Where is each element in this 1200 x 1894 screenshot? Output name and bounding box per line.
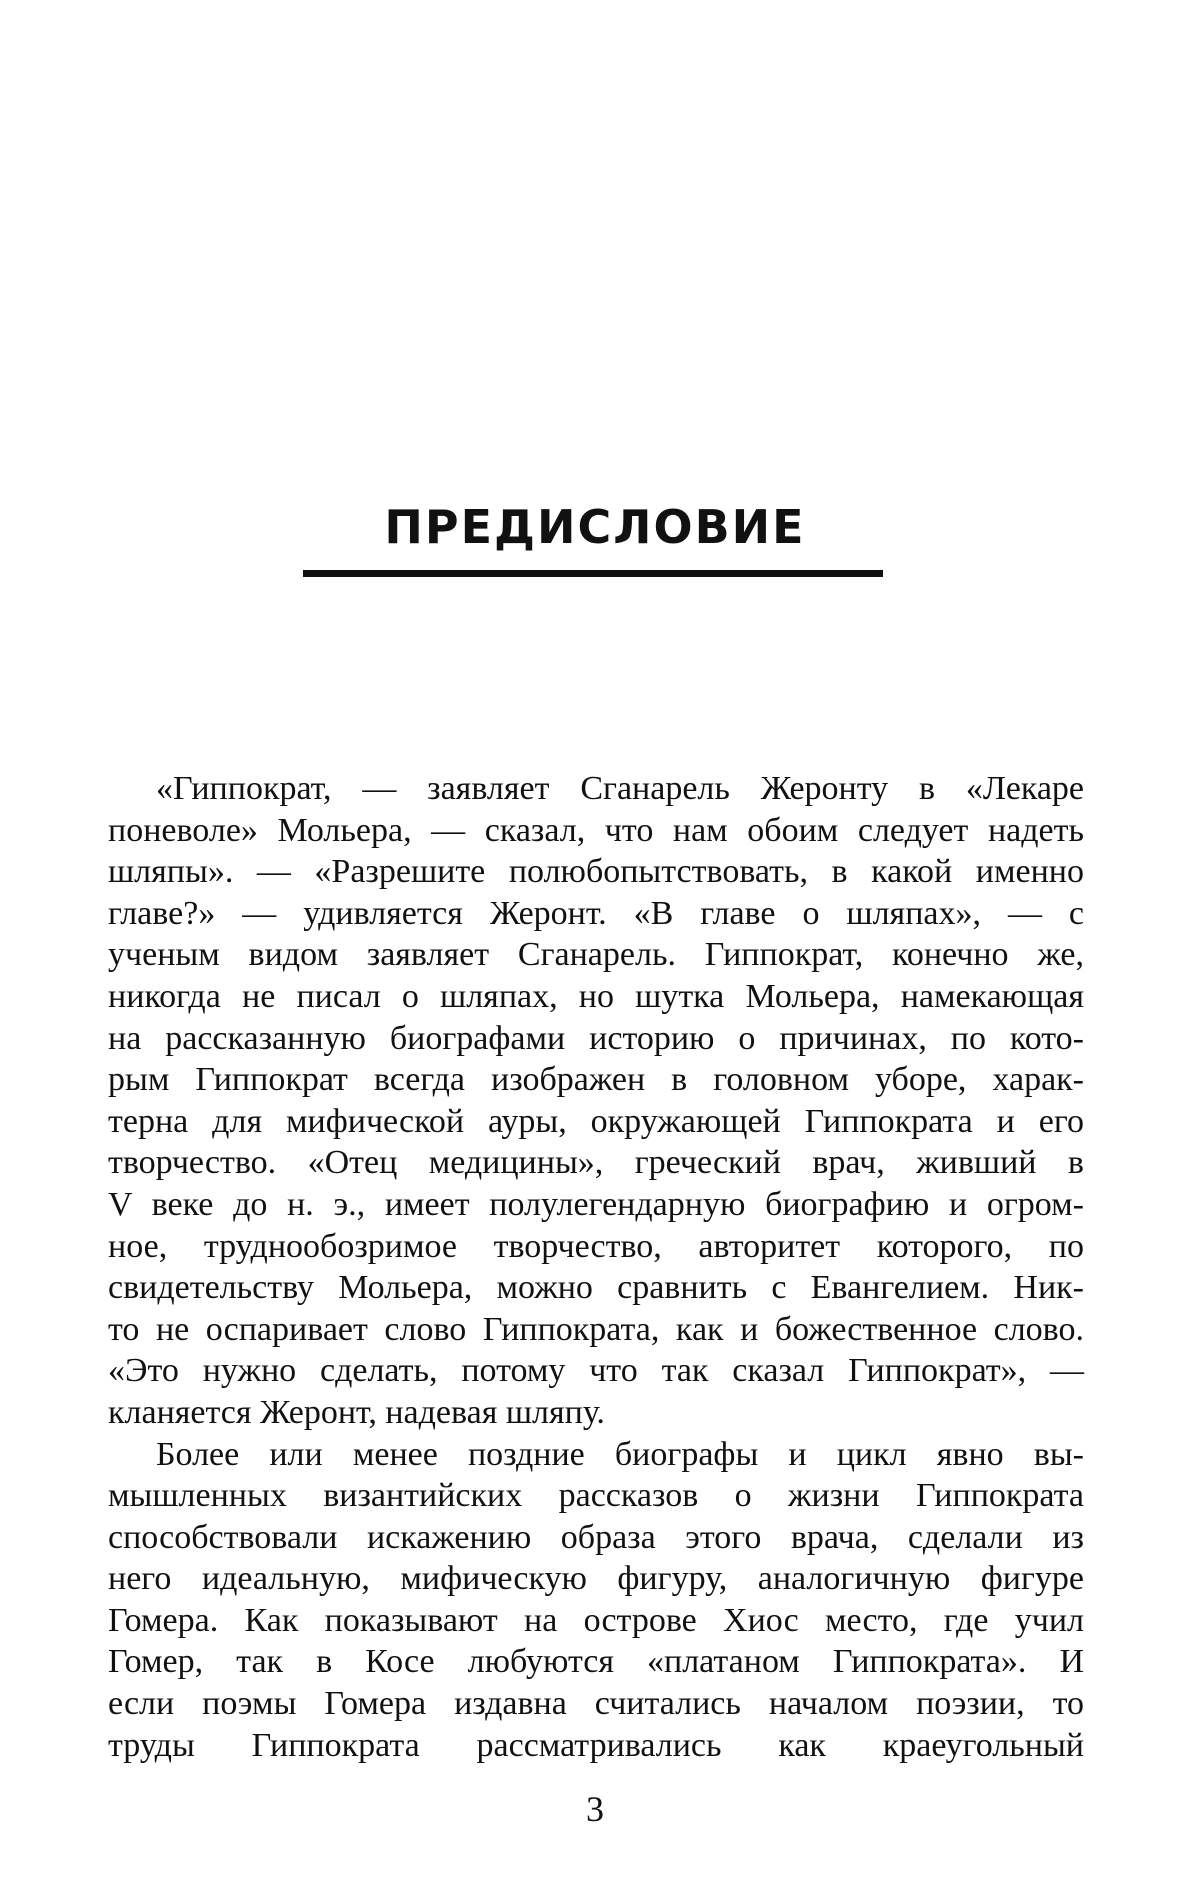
text-line: труды Гиппократа рассматривались как краеугольный	[108, 1726, 1084, 1764]
text-line: главе?» — удивляется Жеронт. «В главе о шляпах», — с	[108, 894, 1084, 932]
text-line: способствовали искажению образа этого врача, сделали из	[108, 1518, 1084, 1556]
text-line: ученым видом заявляет Сганарель. Гиппократ, конечно же,	[108, 936, 1084, 974]
text-line: Гомер, так в Косе любуются «платаном Гиппократа». И	[108, 1643, 1084, 1681]
text-line: рым Гиппократ всегда изображен в головном уборе, харак-	[108, 1061, 1084, 1099]
text-line: поневоле» Мольера, — сказал, что нам обоим следует надеть	[108, 811, 1084, 849]
text-line: «Гиппократ, — заявляет Сганарель Жеронту в «Лекаре	[156, 770, 1084, 807]
text-line: V веке до н. э., имеет полулегендарную биографию и огром-	[108, 1185, 1084, 1223]
title-underline-rule	[303, 570, 883, 577]
chapter-title: ПРЕДИСЛОВИЕ	[384, 500, 806, 554]
text-line: ное, труднообозримое творчество, авторитет которого, по	[108, 1227, 1084, 1265]
text-line: если поэмы Гомера издавна считались началом поэзии, то	[108, 1685, 1084, 1723]
text-line: мышленных византийских рассказов о жизни Гиппократа	[108, 1477, 1084, 1515]
body-text	[108, 768, 1084, 1766]
page-number: 3	[586, 1789, 604, 1829]
text-line: никогда не писал о шляпах, но шутка Мольера, намекающая	[108, 977, 1084, 1015]
text-line: свидетельству Мольера, можно сравнить с Евангелием. Ник-	[108, 1269, 1084, 1307]
text-line: него идеальную, мифическую фигуру, аналогичную фигуре	[108, 1560, 1084, 1598]
text-line: терна для мифической ауры, окружающей Гиппократа и его	[108, 1102, 1084, 1140]
text-line: «Это нужно сделать, потому что так сказал Гиппократ», —	[108, 1352, 1084, 1390]
paragraph-2	[108, 1434, 1084, 1767]
text-line: то не оспаривает слово Гиппократа, как и божественное слово.	[108, 1310, 1084, 1348]
text-line: кланяется Жеронт, надевая шляпу.	[108, 1393, 605, 1431]
text-line: Гомера. Как показывают на острове Хиос место, где учил	[108, 1601, 1084, 1639]
paragraph-1	[108, 768, 1084, 1434]
text-line: шляпы». — «Разрешите полюбопытствовать, в какой именно	[108, 853, 1084, 891]
text-line: на рассказанную биографами историю о причинах, по кото-	[108, 1019, 1084, 1057]
text-line: Более или менее поздние биографы и цикл явно вы-	[156, 1435, 1084, 1473]
text-line: творчество. «Отец медицины», греческий врач, живший в	[108, 1144, 1084, 1182]
